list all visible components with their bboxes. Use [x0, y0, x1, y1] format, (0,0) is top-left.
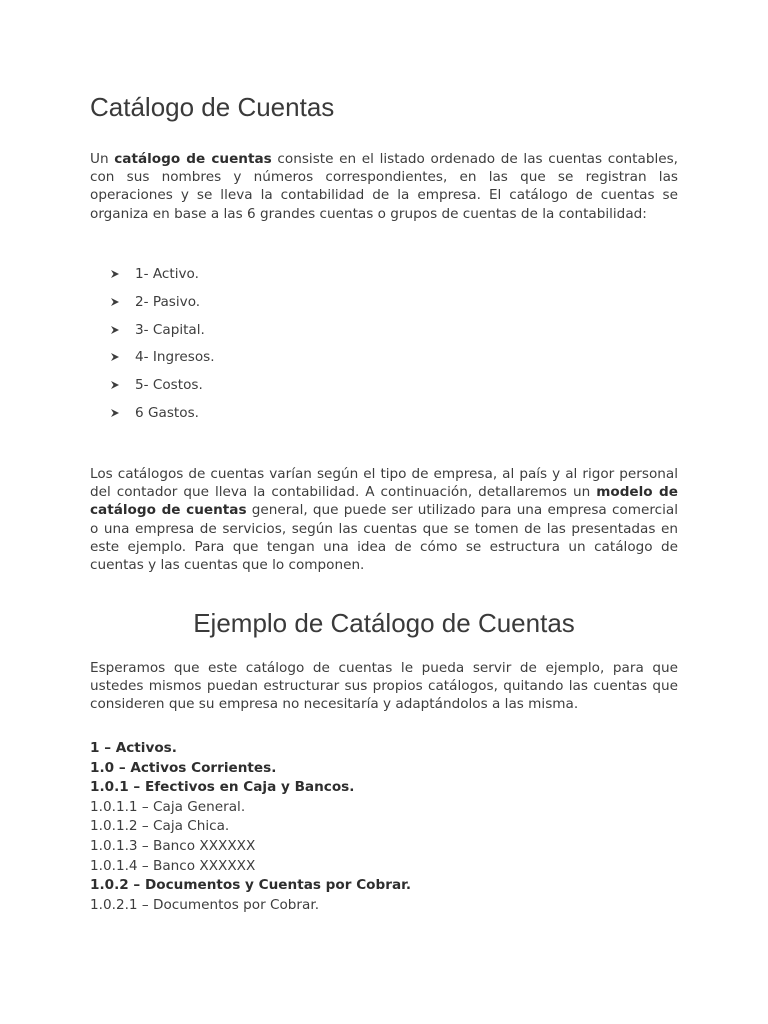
account-entry: 1.0.1.2 – Caja Chica.: [90, 818, 230, 835]
account-entry: 1.0.1.4 – Banco XXXXXX: [90, 857, 256, 874]
arrowhead-bullet-icon: [110, 380, 120, 390]
arrowhead-bullet-icon: [110, 408, 120, 418]
example-section-title: Ejemplo de Catálogo de Cuentas: [193, 608, 575, 638]
list-item-label: 5- Costos.: [135, 377, 203, 394]
account-entry: 1 – Activos.: [90, 740, 177, 756]
intro-bold-term: catálogo de cuentas: [114, 151, 272, 167]
variation-bold-term: modelo de catálogo de cuentas: [90, 484, 678, 519]
list-item-label: 2- Pasivo.: [135, 293, 201, 310]
account-entry: 1.0.1.1 – Caja General.: [90, 798, 246, 815]
list-item-label: 3- Capital.: [135, 321, 205, 338]
arrowhead-bullet-icon: [110, 269, 120, 279]
account-entry: 1.0 – Activos Corrientes.: [90, 759, 277, 776]
accounts-catalog-list: [90, 739, 411, 915]
variation-paragraph: [90, 465, 678, 574]
arrowhead-bullet-icon: [110, 297, 120, 307]
account-entry: 1.0.1.3 – Banco XXXXXX: [90, 837, 256, 854]
list-item-label: 1- Activo.: [135, 266, 199, 282]
intro-paragraph: [90, 150, 678, 223]
page-title: Catálogo de Cuentas: [90, 92, 335, 122]
account-entry: 1.0.1 – Efectivos en Caja y Bancos.: [90, 779, 355, 796]
variation-part-2: general, que puede ser utilizado para una empresa comercial o una empresa de servicios, según las cuentas que se tomen de las presentadas en este ejemplo. Para que tengan una idea de cómo se estructura un catálogo de cuentas y las cuentas que lo componen.: [90, 502, 678, 574]
arrowhead-bullet-icon: [110, 352, 120, 362]
intro-rest: consiste en el listado ordenado de las cuentas contables, con sus nombres y números correspondientes, en las que se registran las operaciones y se lleva la contabilidad de la empresa. El catálogo de cuentas se organiza en base a las 6 grandes cuentas o grupos de cuentas de la contabilidad:: [90, 151, 678, 222]
list-item-label: 4- Ingresos.: [135, 349, 215, 366]
intro-prefix: Un: [90, 151, 115, 167]
account-entry: 1.0.2.1 – Documentos por Cobrar.: [90, 896, 320, 913]
account-entry: 1.0.2 – Documentos y Cuentas por Cobrar.: [90, 877, 412, 894]
arrowhead-bullet-icon: [110, 325, 120, 335]
list-item-label: 6 Gastos.: [135, 404, 199, 421]
variation-part-1: Los catálogos de cuentas varían según el tipo de empresa, al país y al rigor personal del contador que lleva la contabilidad. A continuación, detallaremos un: [90, 466, 678, 501]
example-intro-paragraph: Esperamos que este catálogo de cuentas le pueda servir de ejemplo, para que ustedes mismos puedan estructurar sus propios catálogos, quitando las cuentas que consideren que su empresa no necesitaría y adaptándolos a las misma.: [90, 660, 678, 713]
